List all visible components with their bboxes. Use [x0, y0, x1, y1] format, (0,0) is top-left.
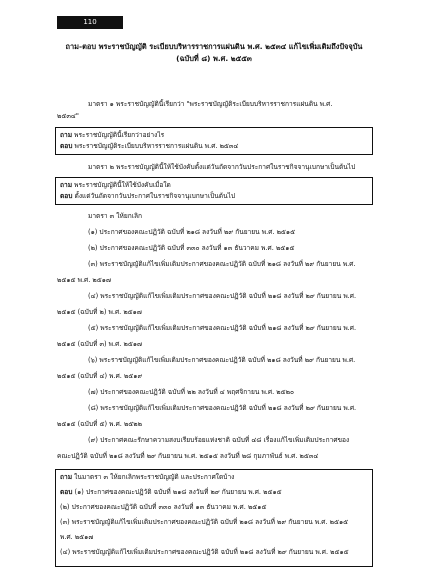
section3-item-cont: คณะปฏิวัติ ฉบับที่ ๒๑๘ ลงวันที่ ๒๙ กันยายน พ.ศ. ๒๕๑๕ ลงวันที่ ๒๘ กุมภาพันธ์ พ.ศ. ๒๕๓๔	[57, 452, 319, 460]
section3-item: (๘) พระราชบัญญัติแก้ไขเพิ่มเติมประกาศของคณะปฏิวัติ ฉบับที่ ๒๑๘ ลงวันที่ ๒๙ กันยายน พ.ศ.	[88, 404, 357, 412]
answer-label: ตอบ	[60, 192, 73, 200]
question-label: ถาม	[60, 181, 73, 189]
question-label: ถาม	[60, 473, 73, 481]
question-text: พระราชบัญญัตินี้ให้ใช้บังคับเมื่อใด	[74, 181, 171, 189]
section1-line2: ๒๕๓๔"	[57, 112, 79, 120]
title-line-2: (ฉบับที่ ๘) พ.ศ. ๒๕๕๓	[176, 54, 252, 63]
section3-item: (๗) ประกาศของคณะปฏิวัติ ฉบับที่ ๒๒ ลงวันที่ ๔ พฤศจิกายน พ.ศ. ๒๕๒๐	[88, 388, 294, 396]
answer-line: (๑) ประกาศของคณะปฏิวัติ ฉบับที่ ๒๑๘ ลงวันที่ ๒๙ กันยายน พ.ศ. ๒๕๑๕	[74, 488, 282, 496]
section3-item: (๙) ประกาศคณะรักษาความสงบเรียบร้อยแห่งชาติ ฉบับที่ ๔๘ เรื่องแก้ไขเพิ่มเติมประกาศของ	[88, 436, 350, 444]
title-line-1: ถาม-ตอบ พระราชบัญญัติ ระเบียบบริหารราชการแผ่นดิน พ.ศ. ๒๕๓๔ แก้ไขเพิ่มเติมถึงปัจจุบัน	[65, 42, 363, 51]
section2-line1: มาตรา ๒ พระราชบัญญัตินี้ให้ใช้บังคับตั้งแต่วันถัดจากวันประกาศในราชกิจจานุเบกษาเป็นต้นไป	[88, 163, 356, 171]
question-label: ถาม	[60, 131, 73, 139]
answer-label: ตอบ	[60, 142, 73, 150]
answer-line: (๓) พระราชบัญญัติแก้ไขเพิ่มเติมประกาศของคณะปฏิวัติ ฉบับที่ ๒๑๘ ลงวันที่ ๒๙ กันยายน พ.ศ. ๒๕๑๕	[60, 518, 349, 526]
qa-box-1	[55, 127, 373, 155]
section3-item: (๒) ประกาศของคณะปฏิวัติ ฉบับที่ ๓๓๐ ลงวันที่ ๑๓ ธันวาคม พ.ศ. ๒๕๑๕	[88, 244, 295, 252]
section3-item: (๔) พระราชบัญญัติแก้ไขเพิ่มเติมประกาศของคณะปฏิวัติ ฉบับที่ ๒๑๘ ลงวันที่ ๒๙ กันยายน พ.ศ.	[88, 292, 357, 300]
answer-row	[60, 487, 368, 498]
answer-text: ตั้งแต่วันถัดจากวันประกาศในราชกิจจานุเบกษาเป็นต้นไป	[74, 192, 236, 200]
section1-line1: มาตรา ๑ พระราชบัญญัตินี้เรียกว่า "พระราชบัญญัติระเบียบบริหารราชการแผ่นดิน พ.ศ.	[88, 100, 333, 108]
question-text: ในมาตรา ๓ ให้ยกเลิกพระราชบัญญัติ และประกาศใดบ้าง	[74, 473, 235, 481]
question-row	[60, 180, 368, 191]
question-row	[60, 472, 368, 483]
page-number: 110	[57, 16, 123, 29]
section3-item: (๑) ประกาศของคณะปฏิวัติ ฉบับที่ ๒๑๘ ลงวันที่ ๒๙ กันยายน พ.ศ. ๒๕๑๕	[88, 228, 296, 236]
qa-box-2	[55, 177, 373, 205]
question-row	[60, 130, 368, 141]
section3-item-cont: ๒๕๑๕ (ฉบับที่ ๕) พ.ศ. ๒๕๒๒	[57, 420, 142, 428]
section3-item: (๖) พระราชบัญญัติแก้ไขเพิ่มเติมประกาศของคณะปฏิวัติ ฉบับที่ ๒๑๘ ลงวันที่ ๒๙ กันยายน พ.ศ.	[88, 356, 356, 364]
page-title	[40, 41, 388, 65]
section3-item: (๓) พระราชบัญญัติแก้ไขเพิ่มเติมประกาศของคณะปฏิวัติ ฉบับที่ ๒๑๘ ลงวันที่ ๒๙ กันยายน พ.ศ.	[88, 260, 356, 268]
answer-line: (๔) พระราชบัญญัติแก้ไขเพิ่มเติมประกาศของคณะปฏิวัติ ฉบับที่ ๒๑๘ ลงวันที่ ๒๙ กันยายน พ.ศ. ๒๕๑๕	[60, 548, 349, 556]
section3-item: (๕) พระราชบัญญัติแก้ไขเพิ่มเติมประกาศของคณะปฏิวัติ ฉบับที่ ๒๑๘ ลงวันที่ ๒๙ กันยายน พ.ศ.	[88, 324, 357, 332]
answer-row	[60, 141, 368, 152]
section3-item-cont: ๒๕๑๕ พ.ศ. ๒๕๑๗	[57, 276, 111, 284]
answer-label: ตอบ	[60, 488, 73, 496]
question-text: พระราชบัญญัตินี้เรียกว่าอย่างไร	[74, 131, 165, 139]
section3-item-cont: ๒๕๑๕ (ฉบับที่ ๓) พ.ศ. ๒๕๑๗	[57, 340, 142, 348]
answer-row	[60, 191, 368, 202]
section3-item-cont: ๒๕๑๕ (ฉบับที่ ๒) พ.ศ. ๒๕๑๗	[57, 308, 142, 316]
answer-line: (๒) ประกาศของคณะปฏิวัติ ฉบับที่ ๓๓๐ ลงวันที่ ๑๓ ธันวาคม พ.ศ. ๒๕๑๕	[60, 503, 267, 511]
qa-box-3	[55, 469, 373, 567]
answer-text: พระราชบัญญัติระเบียบบริหารราชการแผ่นดิน พ.ศ. ๒๕๓๔	[74, 142, 239, 150]
section3-item-cont: ๒๕๑๕ (ฉบับที่ ๔) พ.ศ. ๒๕๑๙	[57, 372, 143, 380]
answer-line: พ.ศ. ๒๕๑๗	[60, 533, 94, 541]
section3-heading: มาตรา ๓ ให้ยกเลิก	[88, 212, 142, 220]
